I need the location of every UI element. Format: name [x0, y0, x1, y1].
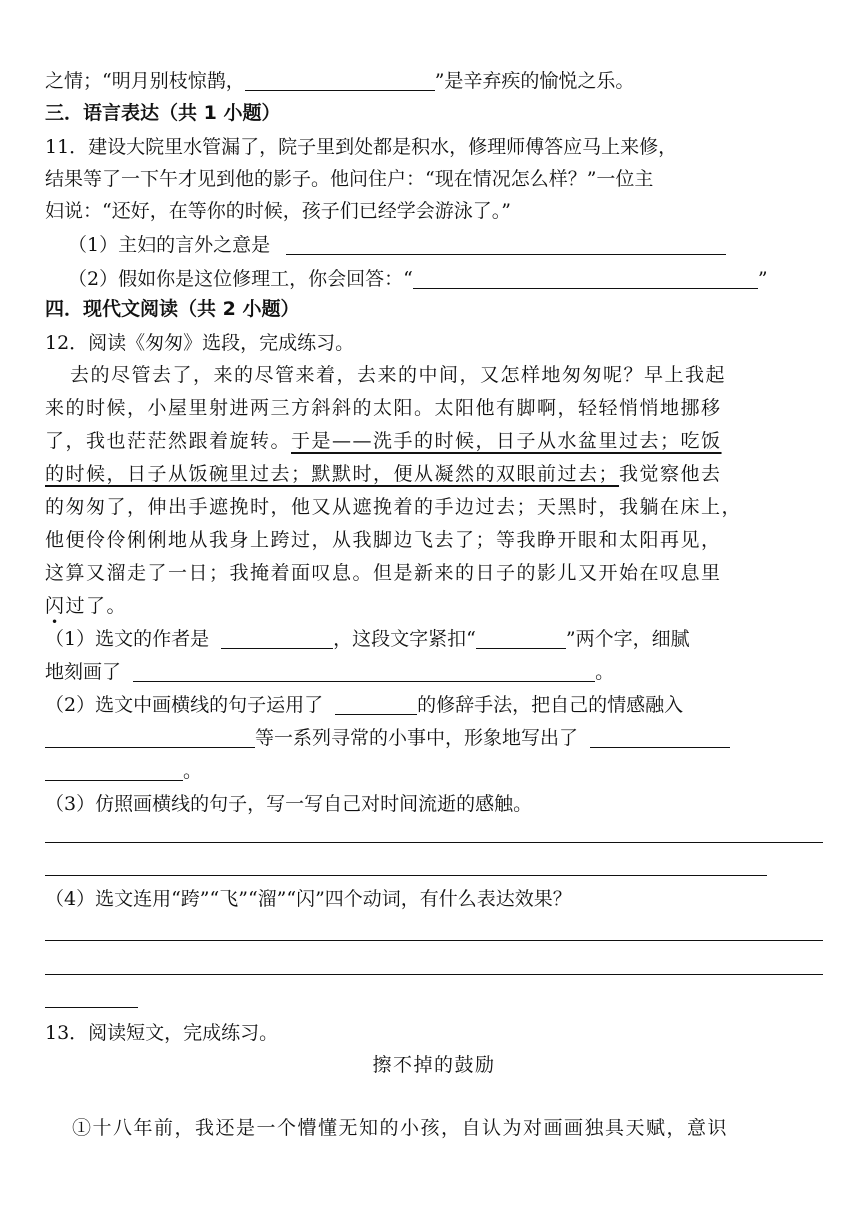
passage-line: 的匆匆了，伸出手遮挽时，他又从遮挽着的手边过去；天黑时，我躺在床上， [45, 496, 743, 518]
answer-blank[interactable] [476, 628, 566, 649]
answer-blank[interactable] [335, 694, 417, 715]
answer-line[interactable] [45, 842, 823, 843]
answer-blank[interactable] [221, 628, 333, 649]
question-11-line-1: 11．建设大院里水管漏了，院子里到处都是积水，修理师傅答应马上来修， [45, 136, 678, 158]
passage-line: 来的时候，小屋里射进两三方斜斜的太阳。太阳他有脚啊，轻轻悄悄地挪移 [45, 397, 722, 419]
question-11-line-3: 妇说：“还好，在等你的时候，孩子们已经学会游泳了。” [45, 200, 511, 222]
passage-line: 这算又溜走了一日；我掩着面叹息。但是新来的日子的影儿又开始在叹息里 [45, 562, 722, 584]
question-12-sub-4: （4）选文连用“跨”“飞”“溜”“闪”四个动词，有什么表达效果？ [45, 888, 572, 910]
answer-line[interactable] [45, 1007, 138, 1008]
emphasis-char: 闪 [45, 595, 66, 617]
passage-line: 闪过了。 [45, 595, 128, 617]
question-12-sub-2-cont: 等一系列寻常的小事中，形象地写出了 [45, 725, 730, 751]
answer-line[interactable] [45, 875, 767, 876]
question-12-sub-1: （1）选文的作者是 ，这段文字紧扣“ ”两个字，细腻 [45, 628, 690, 650]
answer-blank[interactable] [590, 727, 730, 748]
question-12-prompt: 12．阅读《匆匆》选段，完成练习。 [45, 332, 355, 354]
question-12-sub-2: （2）选文中画横线的句子运用了 的修辞手法，把自己的情感融入 [45, 694, 684, 716]
answer-blank[interactable] [45, 727, 255, 748]
underlined-sentence: 于是——洗手的时候，日子从水盆里过去；吃饭 [291, 430, 722, 452]
article-title: 擦不掉的鼓励 [372, 1054, 496, 1076]
passage-line: 的时候，日子从饭碗里过去；默默时，便从凝然的双眼前过去；我觉察他去 [45, 463, 722, 485]
question-11-line-2: 结果等了一下午才见到他的影子。他问住户：“现在情况怎么样？”一位主 [45, 168, 654, 190]
answer-blank[interactable] [45, 760, 183, 781]
section-heading-3: 三．语言表达（共 1 小题） [45, 102, 281, 124]
passage-line: 他便伶伶俐俐地从我身上跨过，从我脚边飞去了；等我睁开眼和太阳再见， [45, 529, 722, 551]
section-heading-4: 四．现代文阅读（共 2 小题） [45, 298, 300, 320]
question-11-sub-2: （2）假如你是这位修理工，你会回答：“ ” [68, 268, 768, 290]
text-line: 之情；“明月别枝惊鹊， ”是辛弃疾的愉悦之乐。 [45, 70, 635, 92]
answer-blank[interactable] [133, 661, 595, 682]
answer-line[interactable] [45, 940, 823, 941]
question-12-sub-3: （3）仿照画横线的句子，写一写自己对时间流逝的感触。 [45, 793, 533, 815]
question-13-prompt: 13．阅读短文，完成练习。 [45, 1022, 279, 1044]
answer-line[interactable] [45, 974, 823, 975]
passage-line: 了，我也茫茫然跟着旋转。于是——洗手的时候，日子从水盆里过去；吃饭 [45, 430, 722, 452]
answer-blank[interactable] [286, 234, 726, 255]
passage-line: 去的尽管去了，来的尽管来着，去来的中间，又怎样地匆匆呢？早上我起 [70, 364, 727, 386]
article-paragraph-line: ①十八年前，我还是一个懵懂无知的小孩，自认为对画画独具天赋，意识 [72, 1117, 729, 1139]
question-12-sub-2-end: 。 [45, 758, 202, 784]
question-12-sub-1-cont: 地刻画了 。 [45, 661, 615, 683]
answer-blank[interactable] [245, 70, 435, 91]
question-11-sub-1: （1）主妇的言外之意是 [68, 232, 726, 258]
underlined-sentence: 的时候，日子从饭碗里过去；默默时，便从凝然的双眼前过去； [45, 463, 620, 485]
answer-blank[interactable] [413, 268, 758, 289]
